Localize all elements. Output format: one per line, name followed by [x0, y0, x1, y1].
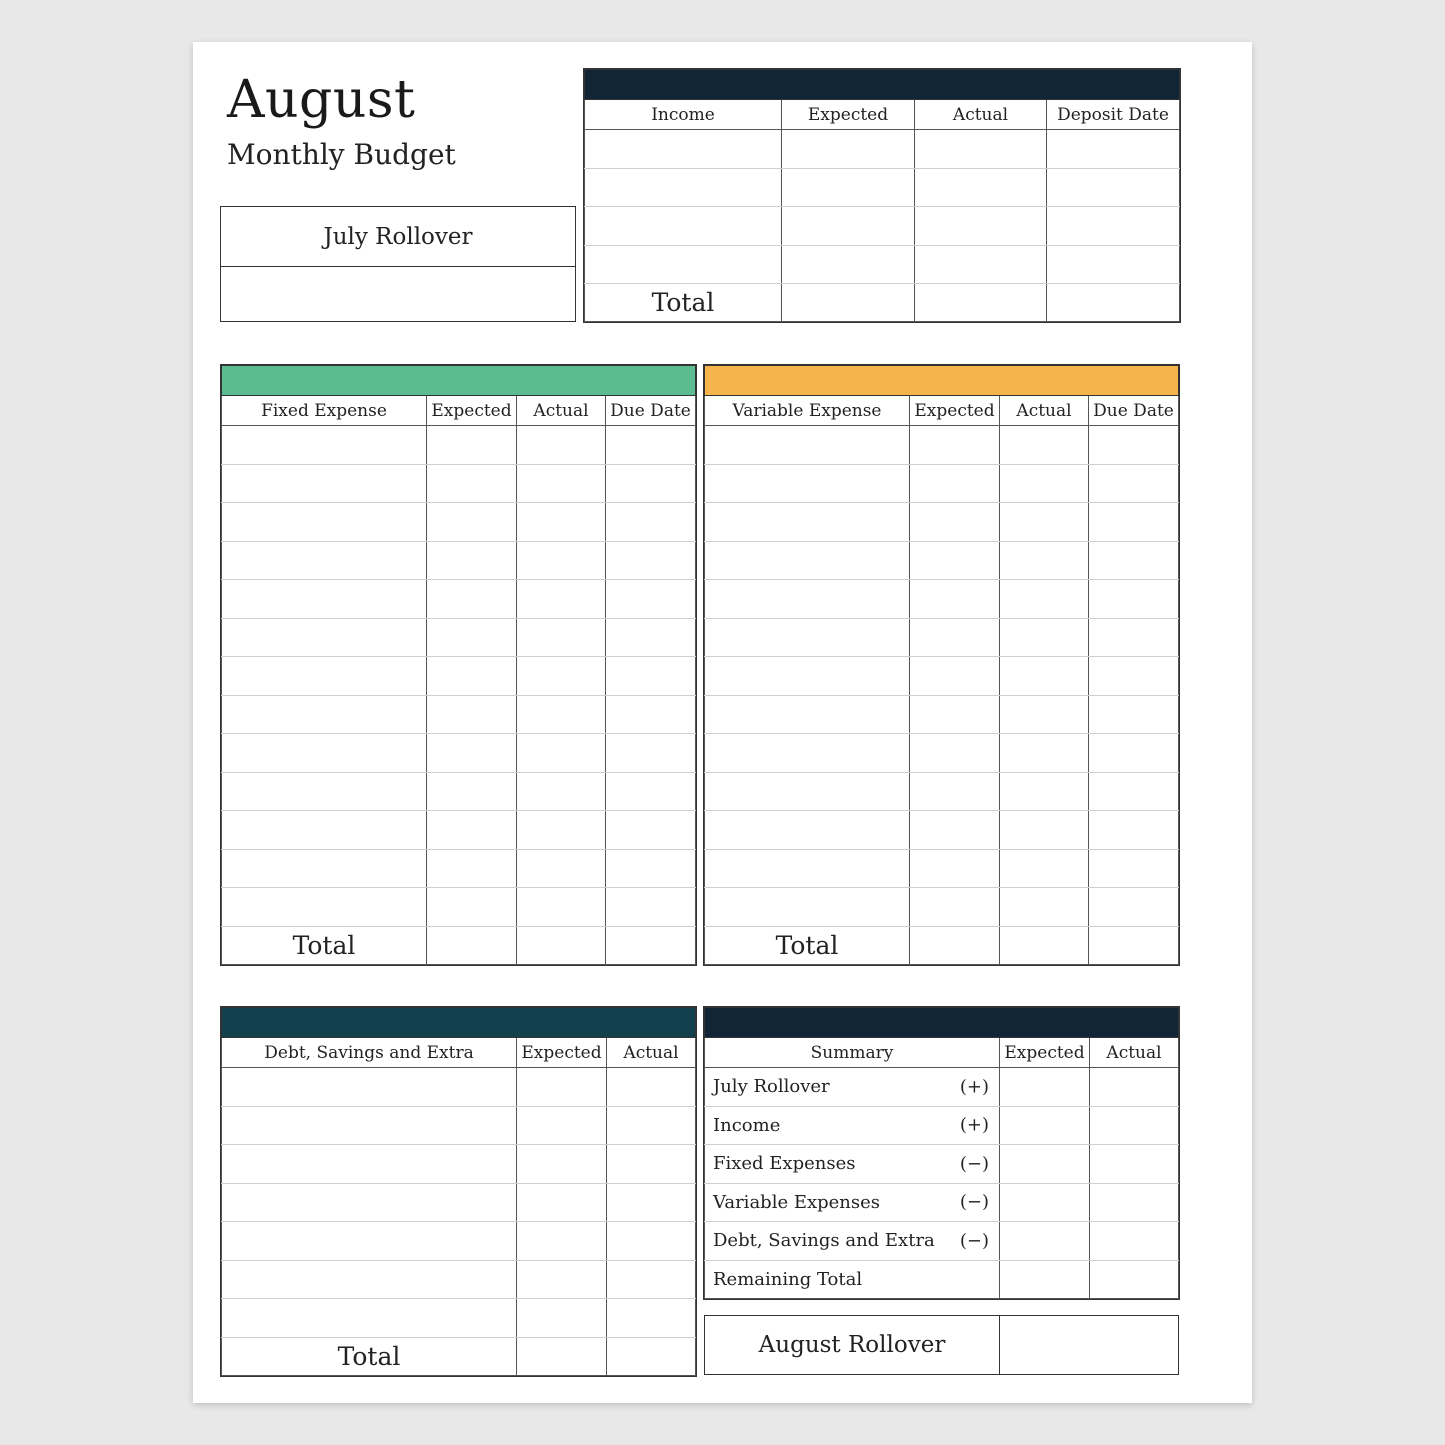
table-row [222, 888, 696, 927]
table-cell[interactable] [222, 772, 427, 811]
summary-cell-expected[interactable] [1000, 1106, 1090, 1145]
table-cell[interactable] [1089, 580, 1179, 619]
table-cell[interactable] [910, 541, 1000, 580]
table-row [222, 657, 696, 696]
summary-row [705, 1145, 1179, 1184]
table-cell[interactable] [910, 618, 1000, 657]
table-cell[interactable] [705, 811, 910, 850]
table-cell[interactable] [222, 541, 427, 580]
table-row [222, 503, 696, 542]
table-cell[interactable] [606, 503, 696, 542]
variable-col-due: Due Date [1089, 396, 1179, 426]
table-cell[interactable] [222, 734, 427, 773]
table-cell[interactable] [427, 464, 517, 503]
table-row [585, 130, 1180, 169]
summary-col-name: Summary [705, 1038, 1000, 1068]
table-cell[interactable] [427, 580, 517, 619]
fixed-col-actual: Actual [517, 396, 606, 426]
summary-cell-expected[interactable] [1000, 1068, 1090, 1107]
table-cell[interactable] [222, 1183, 517, 1222]
variable-header-bar [705, 366, 1179, 396]
income-col-expected: Expected [782, 100, 915, 130]
table-cell[interactable] [910, 426, 1000, 465]
table-cell[interactable] [427, 772, 517, 811]
table-cell[interactable] [517, 888, 606, 927]
table-row [222, 1183, 696, 1222]
table-cell[interactable] [517, 849, 606, 888]
table-row [585, 245, 1180, 284]
variable-expense-table [704, 365, 1179, 965]
summary-row-label: July Rollover [713, 1076, 830, 1098]
income-total-row [585, 284, 1180, 322]
table-row [222, 1068, 696, 1107]
summary-col-expected: Expected [1000, 1038, 1090, 1068]
fixed-col-expected: Expected [427, 396, 517, 426]
table-cell[interactable] [705, 888, 910, 927]
summary-row-label: Income [713, 1114, 781, 1136]
table-cell[interactable] [606, 811, 696, 850]
table-cell[interactable] [607, 1145, 696, 1184]
income-total-actual[interactable] [915, 284, 1047, 322]
table-cell[interactable] [1047, 245, 1180, 284]
table-cell[interactable] [910, 580, 1000, 619]
table-cell[interactable] [1000, 657, 1089, 696]
table-cell[interactable] [222, 849, 427, 888]
fixed-total-due[interactable] [606, 926, 696, 964]
table-row [705, 772, 1179, 811]
table-cell[interactable] [517, 618, 606, 657]
table-cell[interactable] [1089, 734, 1179, 773]
table-cell[interactable] [1000, 734, 1089, 773]
table-cell[interactable] [1047, 207, 1180, 246]
summary-cell-expected[interactable] [1000, 1145, 1090, 1184]
table-row [222, 541, 696, 580]
table-cell[interactable] [585, 130, 782, 169]
table-cell[interactable] [705, 580, 910, 619]
table-cell[interactable] [517, 695, 606, 734]
table-cell[interactable] [607, 1068, 696, 1107]
table-cell[interactable] [1089, 618, 1179, 657]
table-cell[interactable] [606, 580, 696, 619]
summary-cell-actual[interactable] [1090, 1145, 1179, 1184]
table-cell[interactable] [705, 618, 910, 657]
table-cell[interactable] [1089, 772, 1179, 811]
debt-header-bar [222, 1008, 696, 1038]
page-subtitle: Monthly Budget [227, 138, 456, 171]
summary-row-sign: (−) [959, 1230, 989, 1252]
table-cell[interactable] [1047, 130, 1180, 169]
debt-col-actual: Actual [607, 1038, 696, 1068]
table-row [705, 657, 1179, 696]
income-total-date[interactable] [1047, 284, 1180, 322]
table-cell[interactable] [517, 1106, 607, 1145]
table-cell[interactable] [705, 464, 910, 503]
page-title: August [227, 70, 416, 130]
table-row [222, 618, 696, 657]
table-cell[interactable] [910, 811, 1000, 850]
summary-cell-expected[interactable] [1000, 1222, 1090, 1261]
remaining-total-expected[interactable] [1000, 1260, 1090, 1299]
table-cell[interactable] [222, 657, 427, 696]
table-cell[interactable] [1000, 426, 1089, 465]
table-cell[interactable] [1000, 464, 1089, 503]
summary-cell-actual[interactable] [1090, 1106, 1179, 1145]
fixed-total-actual[interactable] [517, 926, 606, 964]
table-cell[interactable] [517, 503, 606, 542]
fixed-expense-table [221, 365, 696, 965]
table-cell[interactable] [910, 657, 1000, 696]
summary-row [705, 1222, 1179, 1261]
table-cell[interactable] [705, 426, 910, 465]
table-cell[interactable] [606, 734, 696, 773]
fixed-header-bar [222, 366, 696, 396]
table-cell[interactable] [427, 849, 517, 888]
table-cell[interactable] [517, 772, 606, 811]
variable-total-due[interactable] [1089, 926, 1179, 964]
table-row [222, 1106, 696, 1145]
table-cell[interactable] [517, 1145, 607, 1184]
debt-total-expected[interactable] [517, 1337, 607, 1375]
income-table [584, 69, 1180, 322]
variable-col-actual: Actual [1000, 396, 1089, 426]
table-cell[interactable] [517, 464, 606, 503]
table-row [705, 503, 1179, 542]
table-cell[interactable] [427, 734, 517, 773]
table-cell[interactable] [1000, 695, 1089, 734]
table-cell[interactable] [517, 1260, 607, 1299]
table-cell[interactable] [427, 695, 517, 734]
table-cell[interactable] [1000, 580, 1089, 619]
table-row [222, 734, 696, 773]
table-cell[interactable] [517, 1068, 607, 1107]
table-cell[interactable] [427, 503, 517, 542]
income-header-bar [585, 70, 1180, 100]
summary-row-label: Variable Expenses [713, 1191, 881, 1213]
table-cell[interactable] [1000, 618, 1089, 657]
table-cell[interactable] [606, 772, 696, 811]
table-row [585, 168, 1180, 207]
table-row [705, 695, 1179, 734]
summary-row-sign: (−) [959, 1153, 989, 1175]
table-cell[interactable] [910, 464, 1000, 503]
next-rollover-box [704, 1315, 1179, 1375]
table-cell[interactable] [517, 734, 606, 773]
summary-col-actual: Actual [1090, 1038, 1179, 1068]
table-row [222, 1145, 696, 1184]
table-cell[interactable] [606, 618, 696, 657]
table-cell[interactable] [910, 888, 1000, 927]
table-cell[interactable] [705, 849, 910, 888]
table-cell[interactable] [222, 1145, 517, 1184]
table-cell[interactable] [910, 695, 1000, 734]
table-cell[interactable] [427, 426, 517, 465]
summary-row [705, 1106, 1179, 1145]
table-row [222, 1299, 696, 1338]
table-row [222, 772, 696, 811]
summary-row-sign: (−) [959, 1191, 989, 1213]
table-cell[interactable] [1089, 811, 1179, 850]
previous-rollover-label: July Rollover [221, 207, 575, 267]
table-row [705, 541, 1179, 580]
table-cell[interactable] [1000, 888, 1089, 927]
fixed-col-name: Fixed Expense [222, 396, 427, 426]
table-cell[interactable] [427, 541, 517, 580]
debt-savings-table [221, 1007, 696, 1376]
table-cell[interactable] [427, 657, 517, 696]
debt-col-name: Debt, Savings and Extra [222, 1038, 517, 1068]
table-cell[interactable] [517, 1222, 607, 1261]
table-cell[interactable] [782, 168, 915, 207]
table-cell[interactable] [222, 618, 427, 657]
summary-row [705, 1183, 1179, 1222]
table-cell[interactable] [1089, 888, 1179, 927]
table-cell[interactable] [607, 1222, 696, 1261]
table-cell[interactable] [606, 888, 696, 927]
previous-rollover-field[interactable] [221, 267, 575, 321]
summary-cell-actual[interactable] [1090, 1068, 1179, 1107]
table-cell[interactable] [606, 657, 696, 696]
table-cell[interactable] [705, 734, 910, 773]
fixed-total-expected[interactable] [427, 926, 517, 964]
table-cell[interactable] [1089, 541, 1179, 580]
table-cell[interactable] [1089, 464, 1179, 503]
next-rollover-label: August Rollover [705, 1316, 1000, 1374]
table-cell[interactable] [222, 811, 427, 850]
debt-col-expected: Expected [517, 1038, 607, 1068]
variable-col-expected: Expected [910, 396, 1000, 426]
table-cell[interactable] [782, 207, 915, 246]
table-cell[interactable] [606, 849, 696, 888]
variable-col-name: Variable Expense [705, 396, 910, 426]
income-col-actual: Actual [915, 100, 1047, 130]
table-cell[interactable] [222, 464, 427, 503]
remaining-total-label: Remaining Total [705, 1260, 1000, 1299]
income-col-date: Deposit Date [1047, 100, 1180, 130]
income-total-expected[interactable] [782, 284, 915, 322]
table-cell[interactable] [222, 1068, 517, 1107]
table-cell[interactable] [427, 618, 517, 657]
table-row [705, 426, 1179, 465]
table-cell[interactable] [606, 464, 696, 503]
table-cell[interactable] [222, 695, 427, 734]
table-cell[interactable] [585, 207, 782, 246]
summary-row-label: Debt, Savings and Extra [713, 1230, 935, 1252]
table-cell[interactable] [585, 168, 782, 207]
table-cell[interactable] [222, 1299, 517, 1338]
table-cell[interactable] [910, 772, 1000, 811]
table-cell[interactable] [427, 888, 517, 927]
variable-total-label: Total [705, 926, 910, 964]
table-row [705, 580, 1179, 619]
table-cell[interactable] [782, 130, 915, 169]
summary-header-bar [705, 1008, 1179, 1038]
table-cell[interactable] [517, 657, 606, 696]
remaining-total-actual[interactable] [1090, 1260, 1179, 1299]
table-cell[interactable] [222, 888, 427, 927]
table-cell[interactable] [705, 772, 910, 811]
previous-rollover-box [220, 206, 576, 322]
table-cell[interactable] [1000, 541, 1089, 580]
table-row [222, 464, 696, 503]
table-cell[interactable] [607, 1299, 696, 1338]
table-cell[interactable] [427, 811, 517, 850]
income-total-label: Total [585, 284, 782, 322]
table-cell[interactable] [705, 695, 910, 734]
fixed-col-due: Due Date [606, 396, 696, 426]
summary-cell-actual[interactable] [1090, 1222, 1179, 1261]
summary-cell-actual[interactable] [1090, 1183, 1179, 1222]
table-cell[interactable] [607, 1183, 696, 1222]
table-cell[interactable] [222, 1260, 517, 1299]
table-cell[interactable] [222, 426, 427, 465]
table-cell[interactable] [1089, 695, 1179, 734]
debt-total-actual[interactable] [607, 1337, 696, 1375]
table-cell[interactable] [1089, 849, 1179, 888]
next-rollover-field[interactable] [1000, 1316, 1178, 1374]
table-cell[interactable] [517, 1299, 607, 1338]
table-row [222, 849, 696, 888]
table-cell[interactable] [606, 426, 696, 465]
table-cell[interactable] [1000, 849, 1089, 888]
table-row [705, 811, 1179, 850]
table-cell[interactable] [1089, 657, 1179, 696]
table-cell[interactable] [910, 734, 1000, 773]
table-row [222, 1260, 696, 1299]
table-row [705, 888, 1179, 927]
table-cell[interactable] [606, 695, 696, 734]
table-row [222, 426, 696, 465]
summary-row-sign: (+) [959, 1114, 989, 1136]
table-cell[interactable] [915, 168, 1047, 207]
table-row [222, 811, 696, 850]
summary-table [704, 1007, 1179, 1299]
debt-total-row [222, 1337, 696, 1375]
variable-total-row [705, 926, 1179, 964]
fixed-total-row [222, 926, 696, 964]
remaining-total-row [705, 1260, 1179, 1299]
table-cell[interactable] [517, 426, 606, 465]
table-cell[interactable] [1000, 772, 1089, 811]
table-row [705, 618, 1179, 657]
fixed-total-label: Total [222, 926, 427, 964]
variable-total-actual[interactable] [1000, 926, 1089, 964]
budget-page [193, 42, 1252, 1403]
table-cell[interactable] [705, 541, 910, 580]
summary-row-label: Fixed Expenses [713, 1153, 856, 1175]
table-cell[interactable] [915, 130, 1047, 169]
table-cell[interactable] [517, 1183, 607, 1222]
table-cell[interactable] [517, 580, 606, 619]
summary-row [705, 1068, 1179, 1107]
table-cell[interactable] [910, 503, 1000, 542]
table-row [222, 695, 696, 734]
table-cell[interactable] [705, 503, 910, 542]
table-row [705, 849, 1179, 888]
table-cell[interactable] [910, 849, 1000, 888]
table-cell[interactable] [1000, 811, 1089, 850]
table-cell[interactable] [607, 1106, 696, 1145]
table-cell[interactable] [606, 541, 696, 580]
table-row [585, 207, 1180, 246]
table-cell[interactable] [222, 1222, 517, 1261]
debt-total-label: Total [222, 1337, 517, 1375]
table-cell[interactable] [607, 1260, 696, 1299]
summary-cell-expected[interactable] [1000, 1183, 1090, 1222]
table-row [222, 1222, 696, 1261]
table-cell[interactable] [915, 245, 1047, 284]
table-cell[interactable] [1089, 503, 1179, 542]
table-cell[interactable] [222, 503, 427, 542]
table-cell[interactable] [1047, 168, 1180, 207]
table-cell[interactable] [1089, 426, 1179, 465]
table-cell[interactable] [517, 811, 606, 850]
table-cell[interactable] [1000, 503, 1089, 542]
summary-row-sign: (+) [959, 1076, 989, 1098]
table-cell[interactable] [585, 245, 782, 284]
table-row [222, 580, 696, 619]
table-cell[interactable] [222, 1106, 517, 1145]
table-row [705, 464, 1179, 503]
table-row [705, 734, 1179, 773]
income-col-name: Income [585, 100, 782, 130]
table-cell[interactable] [782, 245, 915, 284]
table-cell[interactable] [915, 207, 1047, 246]
table-cell[interactable] [705, 657, 910, 696]
table-cell[interactable] [222, 580, 427, 619]
table-cell[interactable] [517, 541, 606, 580]
variable-total-expected[interactable] [910, 926, 1000, 964]
